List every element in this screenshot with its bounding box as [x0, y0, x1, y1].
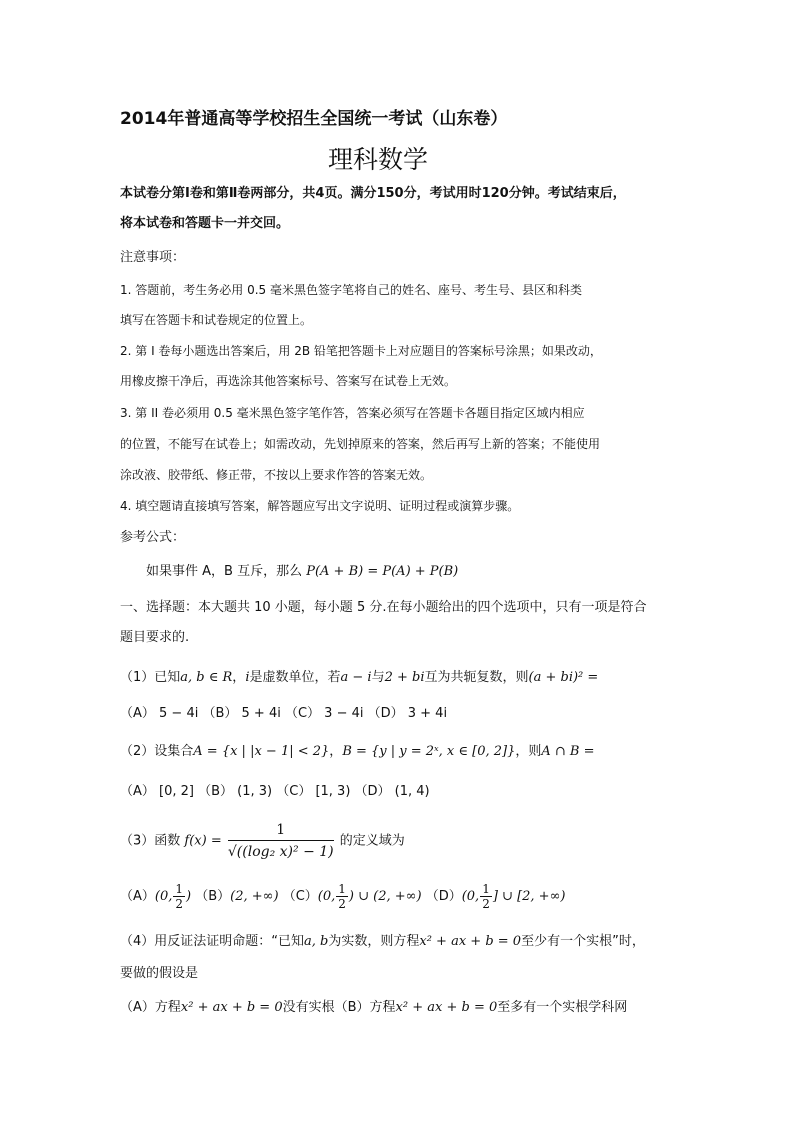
intro-line-2: 将本试卷和答题卡一并交回。	[120, 216, 290, 231]
q1-text: 是虚数单位，若	[249, 670, 341, 685]
q3-tail: 的定义域为	[339, 833, 405, 849]
q3-option-c-math: (0,	[317, 889, 336, 904]
fraction-numerator: 1	[175, 882, 184, 896]
fraction-numerator: 1	[338, 882, 346, 896]
q4-option-a: （A）方程	[120, 1000, 181, 1015]
q1-text: ，	[232, 670, 246, 685]
q3-denominator: √((log₂ x)² − 1)	[228, 840, 334, 860]
question-2	[120, 742, 595, 762]
note-line: 4. 填空题请直接填写答案，解答题应写出文字说明、证明过程或演算步骤。	[120, 499, 520, 513]
q3-option-c-fraction	[336, 882, 348, 911]
q2-math: A ∩ B =	[541, 744, 595, 759]
fraction-numerator: 1	[482, 882, 490, 896]
q3-fraction	[228, 822, 334, 860]
q3-numerator: 1	[276, 822, 286, 838]
q3-option-a-math: )	[186, 889, 192, 904]
fraction-denominator: 2	[482, 897, 490, 911]
intro-line-1: 本试卷分第Ⅰ卷和第Ⅱ卷两部分，共4页。满分150分，考试用时120分钟。考试结束后，	[120, 186, 626, 201]
q4-option-b: （B）方程	[334, 1000, 396, 1015]
q4-math: x² + ax + b = 0	[419, 934, 522, 949]
exam-title: 2014年普通高等学校招生全国统一考试（山东卷）	[120, 109, 508, 129]
exam-subtitle: 理科数学	[328, 145, 429, 174]
formula-math: P(A + B) = P(A) + P(B)	[306, 564, 459, 579]
q2-options: （A） [0, 2] （B） (1, 3) （C） [1, 3) （D） (1, 4)	[120, 784, 430, 799]
q2-text: ，则	[515, 744, 542, 759]
section-line-2: 题目要求的.	[120, 630, 190, 645]
q4-line-2: 要做的假设是	[120, 966, 199, 981]
q3-lhs: f(x) =	[184, 833, 222, 849]
q4-text: （4）用反证法证明命题：“已知	[120, 934, 305, 949]
note-line: 涂改液、胶带纸、修正带，不按以上要求作答的答案无效。	[120, 468, 433, 482]
q2-math: A = {x | |x − 1| < 2}	[193, 744, 330, 759]
question-4	[120, 932, 645, 952]
question-3	[120, 822, 405, 860]
section-line-1: 一、选择题：本大题共 10 小题，每小题 5 分.在每小题给出的四个选项中，只有一项是符合	[120, 600, 647, 615]
q3-option-a-fraction	[173, 882, 185, 911]
q4-option-a-text: 没有实根	[282, 1000, 335, 1015]
q3-option-b: （B）	[195, 889, 231, 904]
q3-option-d-math: (0,	[461, 889, 480, 904]
q2-math: B = {y | y = 2ˣ, x ∈ [0, 2]}	[342, 744, 516, 759]
q4-options	[120, 998, 627, 1018]
q4-option-b-math: x² + ax + b = 0	[395, 1000, 498, 1015]
fraction-denominator: 2	[338, 897, 346, 911]
q3-label: （3）函数	[120, 833, 181, 849]
note-line: 2. 第 I 卷每小题选出答案后，用 2B 铅笔把答题卡上对应题目的答案标号涂黑；如果改动，	[120, 344, 602, 358]
q4-option-b-text: 至多有一个实根学科网	[497, 1000, 628, 1015]
q3-option-c: （C）	[282, 889, 318, 904]
q3-option-c-math: ) ∪ (2, +∞)	[348, 889, 422, 904]
q1-math: a, b ∈ R	[180, 670, 233, 685]
q3-option-a: （A）	[120, 889, 155, 904]
q3-option-d-fraction	[480, 882, 492, 911]
note-line: 用橡皮擦干净后，再选涂其他答案标号、答案写在试卷上无效。	[120, 374, 457, 388]
notes-heading: 注意事项：	[120, 250, 186, 265]
formula-line	[146, 562, 458, 582]
q1-math: 2 + bi	[384, 670, 425, 685]
q1-math: (a + bi)² =	[528, 670, 599, 685]
q3-option-b-math: (2, +∞)	[230, 889, 279, 904]
q4-math: a, b	[304, 934, 329, 949]
question-1	[120, 668, 598, 688]
formula-heading: 参考公式：	[120, 530, 186, 545]
q1-label: （1）已知	[120, 670, 181, 685]
note-line: 的位置，不能写在试卷上；如需改动，先划掉原来的答案，然后再写上新的答案；不能使用	[120, 437, 601, 451]
q1-text: 互为共轭复数，则	[424, 670, 529, 685]
fraction-denominator: 2	[175, 897, 184, 911]
note-line: 3. 第 II 卷必须用 0.5 毫米黑色签字笔作答，答案必须写在答题卡各题目指定区域内相应	[120, 406, 585, 420]
q4-text: 为实数，则方程	[328, 934, 420, 949]
q1-math: i	[245, 670, 250, 685]
q3-option-d-math: ] ∪ [2, +∞)	[492, 889, 566, 904]
q3-option-d: （D）	[425, 889, 462, 904]
q1-math: a − i	[340, 670, 372, 685]
q4-text: 至少有一个实根”时，	[521, 934, 645, 949]
note-line: 填写在答题卡和试卷规定的位置上。	[120, 313, 313, 327]
formula-text: 如果事件 A，B 互斥，那么	[146, 564, 303, 579]
note-line: 1. 答题前，考生务必用 0.5 毫米黑色签字笔将自己的姓名、座号、考生号、县区和科类	[120, 283, 582, 297]
q2-label: （2）设集合	[120, 744, 194, 759]
q4-option-a-math: x² + ax + b = 0	[180, 1000, 283, 1015]
q3-option-a-math: (0,	[154, 889, 173, 904]
q3-options	[120, 880, 565, 914]
q1-options: （A） 5 − 4i （B） 5 + 4i （C） 3 − 4i （D） 3 + 4i	[120, 706, 448, 721]
q1-text: 与	[371, 670, 385, 685]
q2-text: ，	[329, 744, 343, 759]
